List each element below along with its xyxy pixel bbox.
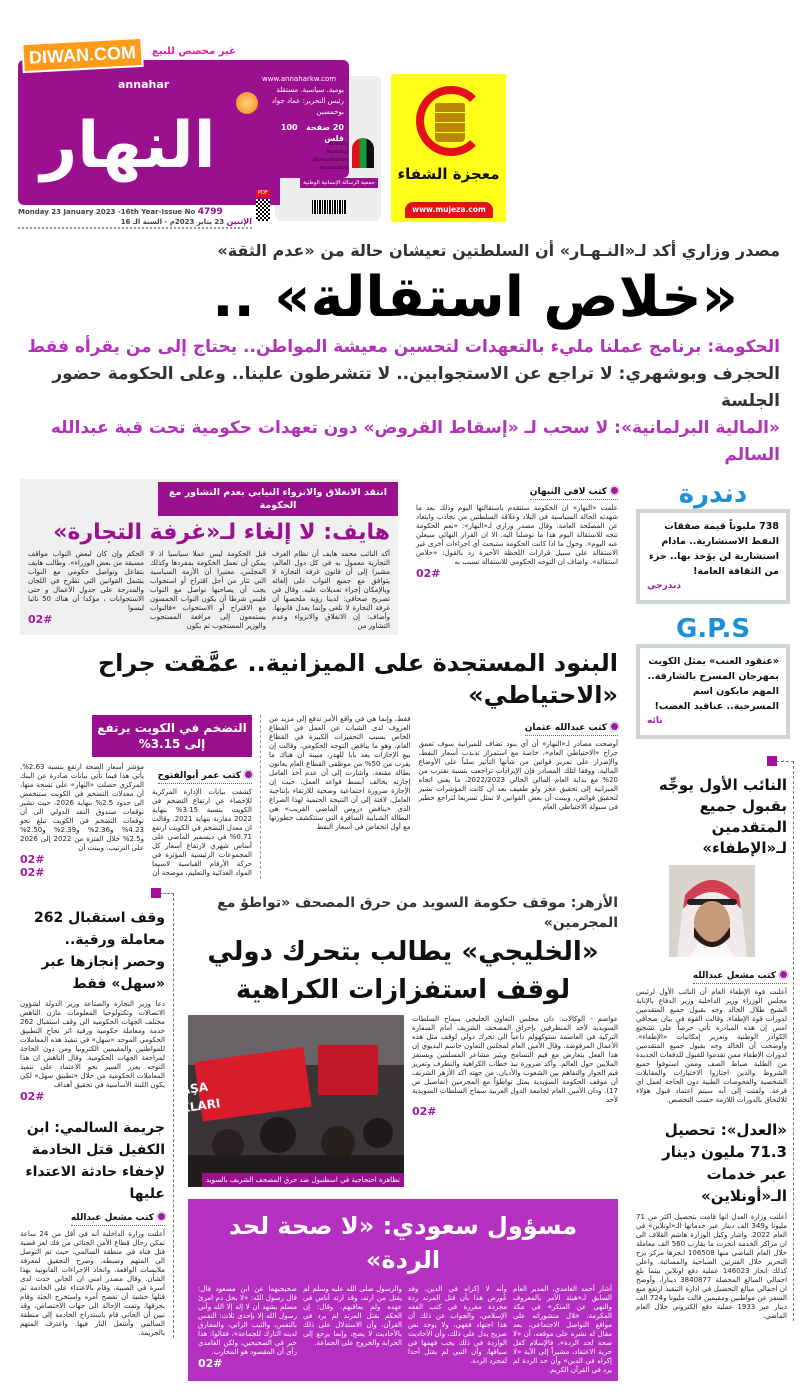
row-lead-chamber xyxy=(20,479,618,635)
day-arabic: الإثنين xyxy=(226,217,252,226)
lead-sub-3: «المالية البرلمانية»: لا سحب لـ «إسقاط القروض» دون تعهدات حكومية تحت قبة عبدالله السالم xyxy=(50,418,780,465)
lead-sub-1: الحكومة: برنامج عملنا مليء بالتعهدات لتحسين معيشة المواطن.. يحتاج إلى من يقرأه فقط xyxy=(27,337,780,357)
budget-headline[interactable]: البنود المستجدة على الميزانية.. عمَّقت جراح «الاحتياطي» xyxy=(97,649,618,709)
barcode xyxy=(312,200,346,214)
gps-box xyxy=(636,644,790,739)
azhar-more[interactable]: 02# xyxy=(412,1105,437,1118)
date-arabic: 23 يناير 2023م - السنة الـ 16 xyxy=(120,218,225,226)
saudi-col-4: صحيحيهما عن ابن مسعود قال: قال رسول الله: «لا يحل دم امرئ مسلم يشهد أن لا إله إلا الله وأني رسول الله إلا بإحدى ثلاث: النفس بالنفس، والثيب الزاني، والمفارق لدينه التارك للجماعة»، فقالوا: هذا خبر في الصحيحين، ولكن الغامدي رأى أن المقصود هو المحارب. xyxy=(198,1285,297,1356)
association-name-en: Alreada National Humanitarian Association xyxy=(312,141,348,171)
right-frame-top xyxy=(776,761,794,762)
masthead xyxy=(0,0,800,232)
chamber-col-1: أكد النائب محمد هايف أن نظام الغرف التجارية معمول به في كل دول العالم، مشيرا إلى أن قانون غرفة التجارة لا يتوافق مع جميع النواب على إلغائه وبالإمكان إجراء تعديلات عليه. وقال في تصريح صحافي: لدينا رؤية ملخصها أن غرفة التجارة لا تلغى وإنما يعدل قانونها. وأضاف: إن الانغلاق والانزواء وعدم التشاور من xyxy=(272,550,390,630)
dandara-text: 738 مليوناً قيمة صفقات النفط الاستشارية.. مادام استشارية لن يؤخذ بها.. جزء من الثقافة العامة! xyxy=(649,521,779,577)
portrait-image xyxy=(669,865,755,957)
justice-headline[interactable]: «العدل»: تحصيل 71.3 مليون دينار عبر خدمات الـ«أونلاين» xyxy=(662,1121,787,1205)
bullet-icon xyxy=(611,723,618,730)
gps-title: G.P.S xyxy=(675,614,751,644)
azhar-headline[interactable]: «الخليجي» يطالب بتحرك دولي لوقف استفزازات الكراهية xyxy=(207,937,599,1005)
bullet-icon xyxy=(611,487,618,494)
right-column xyxy=(636,479,790,1321)
purple-square-icon xyxy=(767,756,777,766)
dandara-title: دندرة xyxy=(678,479,748,509)
dandara-box xyxy=(636,509,790,604)
inflation-more[interactable]: 02# xyxy=(20,866,45,879)
svg-text:OCAKLARI: OCAKLARI xyxy=(151,1096,222,1120)
inflation-band: التضخم في الكويت يرتفع إلى 3.15% xyxy=(92,715,252,757)
lead-sub-2: الحجرف وبوشهري: لا تراجع عن الاستجوابين.. لا تتشرطون علينا.. وعلى الحكومة حضور الجلسة xyxy=(52,364,780,411)
lead-body xyxy=(416,479,618,580)
sahel-more[interactable]: 02# xyxy=(20,1090,45,1103)
azhar-photo xyxy=(151,1015,404,1187)
saudi-col-1: أشار أحمد الغامدي، المدير العام السابق لـ«هيئة الأمر بالمعروف والنهي عن المنكر» في مكة المكرمة، خلال منشوراته على مواقع التواصل الاجتماعي، بعد مقال له نشره على موقعه، أن «لا صحة لحد الردة»، فالإسلام كفل حرية الاعتقاد، مشيراً إلى الآية «لا إكراه في الدين» وأن حد الردة لم يرد في القرآن الكريم. xyxy=(513,1285,612,1374)
column-divider xyxy=(260,715,261,879)
purple-square-icon xyxy=(151,888,161,898)
bullet-icon xyxy=(245,771,252,778)
chamber-band: انتقد الانغلاق والانزواء النيابي بعدم التشاور مع الحكومة xyxy=(158,482,398,516)
crime-byline xyxy=(71,1213,165,1226)
inflation-col-1 xyxy=(152,763,252,878)
azhar-kicker: الأزهر: موقف حكومة السويد من حرق المصحف «تواطؤ مع المجرمين» xyxy=(217,895,618,931)
not-for-sale: غير مخصص للبيع xyxy=(152,46,236,57)
gps-signature: تائه xyxy=(647,716,663,726)
left-frame-top xyxy=(159,893,174,894)
crime-headline[interactable]: جريمة السالمي: ابن الكفيل قتل الخادمة لإخفاء حادثة الاعتداء عليها xyxy=(25,1120,165,1202)
sun-logo-icon xyxy=(236,92,258,114)
budget-col-2: فقط، وإنما هي في واقع الأمر تدفع إلى مزيد من العزوف لدى الشباب عن العمل في القطاع الخاص بسبب التحفيزات الكبيرة في القطاع العام، وهو ما يناقض التوجه الحكومي. وقالت إن بيع الإجازات يعد بابا للهدر، مبينة أن هناك ما يقرب من 50% من موظفي القطاع العام يعانون بطالة مقنعة. وأشارت إلى أن عدم أخذ العامل إجازته يخالف أبسط قواعد العمل، حيث إن الإجازة ضرورة اجتماعية وصحية للارتقاء بإنتاجية العامل، لافتة إلى أن النتيجة الحتمية لهذا الصراع الذي «يناقض دروس الماضي القريب» هي البطالة الشبابية السافرة التي ستتكشف خطورتها مع أول انخفاض في أسعار النفط xyxy=(269,715,411,831)
byline-text: كتب مشعل عبدالله xyxy=(70,1213,154,1223)
ad-brand: معجزة الشفاء xyxy=(397,165,500,183)
issue-number: 4799 xyxy=(197,207,223,217)
lead-headline[interactable]: «خلاص استقالة» .. xyxy=(212,265,738,330)
protest-image xyxy=(151,1015,404,1187)
saudi-more[interactable]: 02# xyxy=(198,1357,223,1370)
date-english: Monday 23 January 2023 -16th Year-Issue No xyxy=(18,208,196,216)
ad-url[interactable]: www.mujeza.com xyxy=(405,202,493,218)
sahel-body: دعا وزير التجارة والصناعة وزير الدولة لشؤون الاتصالات وتكنولوجيا المعلومات مازن الناهض مختلف الجهات الحكومية الى وقف استقبال 262 خدمة ومعاملة حكومية ورقية اثر نجاح التطبيق الحكومي الموحد «سهل» في تنفيذ هذه المعاملات للمواطنين والمقيمين الكترونيا ومن دون الحاجة لمراجعة الجهات الحكومية. وقال الناهض ان هذا التوجه يعزز السير نحو الاعتماد على تنفيذ المعاملات الحكومية من خلال «تطبيق سهل» لكي يكون اللبنة الأساسية في تحقيق أهداف xyxy=(20,1000,165,1089)
chamber-col-2: قبل الحكومة ليس عملا سياسيا اذ لا يمكن أن تعمل الحكومة بمفردها وكذلك المجلس، معتبرا أن الأزمة السياسية التي تثار من أجل اقتراح أو استجواب يجب أن يصاحبها تواصل مع النواب فليس شرطا أن يكون النواب الخمسون مع الاقتراح أو الاستجواب «فالنواب يستمعون إلى مرافعة المستجوب والوزير المستجوب ثم يكون xyxy=(150,550,266,630)
byline-text: كتب عبدالله عثمان xyxy=(524,723,607,733)
right-sidebar-frame xyxy=(636,761,794,1321)
lead-byline xyxy=(530,487,618,500)
left-sidebar-frame xyxy=(20,893,174,1338)
pages: 20 صفحة xyxy=(305,123,344,132)
saudi-story xyxy=(188,1199,618,1381)
azhar-body: عواصم - الوكالات: دان مجلس التعاون الخليجي سماح السلطات السويدية لأحد المتطرفين بإحراق المصحف الشريف أمام السفارة التركية في العاصمة ستوكهولم داعياً الى تحرك دولي لوقف مثل هذه الأعمال المرفوضة. وقال الأمين العام لمجلس التعاون جاسم البديوي إن هذا الفعل يتعارض مع قيم التسامح ويثير مشاعر المسلمين ويستفز الملايين حول العالم. وأكد ضرورة نبذ خطاب الكراهية والتطرف وتعزيز قيم الحوار والتفاهم بين الشعوب والأديان. من جهته أكد الأزهر الشريف أن موقف الحكومة السويدية يمثل تواطؤاً مع المجرمين (تفاصيل ص 17). ودان الأمين العام لجامعة الدول العربية سماح السلطات السويدية لأحد xyxy=(412,1015,618,1104)
inflation-byline xyxy=(158,771,252,784)
association-flag-icon xyxy=(352,138,374,168)
lead-body-text: علمت «النهار» ان الحكومة ستتقدم باستقالتها اليوم وذلك بعد ما شهدته الحالة السياسية في البلاد وعلاقة السلطتين من تجاذب وابتعاد عن المصلحة العامة. وقال مصدر وزاري لـ«النهار»: «نعم الحكومة تتجه للاستقالة اليوم هذا ما توصلنا اليه. الا ان القرار النهائي سيعلن عنه اليوم». وحول ما اذا كانت الحكومة ستبحث أي اجراءات أخرى غير الاستقالة على سبيل قرارات اللحظة الأخيرة رد بالقول: «خلاص استقالة». واضاف ان التوجه الحكومي للاستقالة تسبب به xyxy=(416,504,618,566)
bullet-icon xyxy=(158,1213,165,1220)
price: 100 فلس xyxy=(280,123,344,143)
budget-byline xyxy=(525,723,618,736)
website[interactable]: www.annaharkw.com xyxy=(262,75,337,83)
photo-caption: تظاهرة احتجاجية في اسطنبول ضد حرق المصحف الشريف بالسويد xyxy=(202,1173,404,1187)
fire-headline[interactable]: النائب الأول يوجِّه بقبول جميع المتقدمين لـ«الإطفاء» xyxy=(658,776,787,857)
lead-kicker: مصدر وزاري أكد لـ«النـهـار» أن السلطتين تعيشان حالة من «عدم الثقة» xyxy=(217,241,780,260)
fire-body-text: أعلنت قوة الإطفاء العام أن النائب الأول لرئيس مجلس الوزراء وزير الداخلية وزير الدفاع بالإنابة الشيخ طلال الخالد وجه بقبول جميع المتقدمين لدورات قوة الإطفاء. وقالت القوة في بيان صحافي امس إن هذه المبادرة تأتي حرصاً على تشجيع الكوادر الوطنية وتعزيز إمكانيات «الإطفاء». وأوضحت أن الخالد وجه بقبول جميع المتقدمين لدورات الإطفاء ممن تقدموا للقبول للدفعات الجديدة من الطلبة ضباط الصف وممن استوفوا جميع الشروط والذين اجتازوا الاختبارات والمقابلات الشخصية والفحوصات الطبية دون الحاجة لعمل اي قرعة. ولفتت إلى أنه سيتم اعتماد قبول هؤلاء للالتحاق بالدورات اللازمة حسب التخصص. xyxy=(636,988,787,1104)
pdf-badge[interactable]: PDF xyxy=(258,190,268,196)
inflation-col-1-text: كشفت بيانات الإدارة المركزية للإحصاء عن ارتفاع التضخم في الكويت بنسبة 3.15% بنهاية 2022 مقارنة بنهاية 2021. وقالت ان معدل التضخم في الكويت ارتفع 0.71% في ديسمبر الماضي على أساس شهري لارتفاع أسعار كل المجموعات الرئيسية المؤثرة في حركة الأرقام القياسية لاسيما المواد الغذائية والتعليم، موضحة أن xyxy=(152,788,252,877)
association-name-ar: جمعية الرسالة الإنسانية الوطنية xyxy=(300,178,378,188)
saudi-headline[interactable]: مسؤول سعودي: «لا صحة لحد الردة» xyxy=(228,1212,578,1274)
row-budget xyxy=(20,715,618,879)
chamber-headline[interactable]: هايف: لا إلغاء لـ«غرفة التجارة» xyxy=(53,520,390,545)
inflation-col-2: مؤشر أسعار الصحة ارتفع بنسبة 2.63%. يأتي هذا فيما تأتي بيانات صادرة عن البنك المركزي حصلت «النهار» على نسخة منها، أن معدلات التضخم في الكويت ستنخفض الى حدود 2.5% بنهاية 2026، حيث تشير توقعات صندوق النقد الدولي الى أن توقعات التضخم في الكويت تبلغ نحو 4.23% و2.36% و2.39% و2.50% و2.5% خلال الفترة من 2022 إلى 2026 على الترتيب. وبينت أن xyxy=(20,763,145,852)
byline-text: كتب لافي النبهان xyxy=(529,487,607,497)
honeycomb-icon xyxy=(435,102,465,142)
fire-photo xyxy=(669,865,755,957)
lead xyxy=(20,240,780,469)
diwan-logo[interactable]: DIWAN.COM xyxy=(21,37,143,73)
chamber-col-3: الحكم وإن كان لبعض النواب مواقف مسبقة من بعض الوزراء». وطالب هايف بتفاعل وتواصل حكومي مع النواب يشمل القوانين التي تطرح في اللجان والمدرجة على جدول الأعمال و حتى الاستجوابات ، مؤكدا أن هناك 50 نائبا ليسوا xyxy=(28,550,144,612)
crime-body-text: أعلنت وزارة الداخلية أنه في أقل من 24 ساعة تمكن رجال قطاع الأمن الجنائي من فك لغز قضية قتل فتاة في منطقة السالمي، حيث تم التوصل الى المتهم وضبطه. وصرح التحقيق لمعرفة ملابسات الواقعة، واتخاذ الإجراءات القانونية بهذا الشأن. وقال مصدر امني ان الجاني حدث لدى أسرة في الصبية، وقام بالاعتداء على الخادمة ثم قتلها خشية أن تفضح أمره واستخرج الجثة وقام بحرقها، وتمت الإحالة الى جهات الاختصاص، وقد تبين أن الجاني قام باستدراج الخادمة إلى منطقة السالمي وأشعل النار فيها. واعترف المتهم بالجريمة. xyxy=(20,1230,165,1337)
mujeza-ad[interactable] xyxy=(391,74,506,222)
row-bottom xyxy=(20,893,618,1381)
chamber-more[interactable]: 02# xyxy=(28,613,53,626)
center-column xyxy=(151,893,618,1381)
byline-text: كتب عمر أبوالفتوح xyxy=(157,771,241,781)
justice-body: أعلنت وزارة العدل انها قامت بتحصيل اكثر من 71 مليونا و349 الف دينار عبر خدماتها الـ«اونلاين» في العام 2022. واشار وكيل الوزارة هاشم القلاف الى ان مراكز الخدمة انجزت ما يقارب 560 الف معاملة خلال العام الماضي منها 106508 انجزها مركز برج التحرير خلال الفترتين الصباحية والمسائية. واعلن كذلك انجاز 146023 عملية دفع اونلاين بينما بلغ اجمالي المبالغ المحصلة 3840877 دينارا، وأوضح ان اجمالي مبالغ التحصيل في ادارة التنفيذ ارتفع منع السفر عن مواطنين ومقيمين قالت مليونا و724 الف دينار عبر 1933 عملية دفع الكتروني خلال العام الماضي. xyxy=(636,1213,788,1320)
lower-section xyxy=(0,479,800,1381)
tagline: يومية. سياسية. مستقلة xyxy=(276,86,344,94)
chamber-story xyxy=(20,479,398,635)
saudi-col-3: والرسول صلى الله عليه وسلم لم يقتل من ارتد، وقد ارتد أناس في عهده ولم يعاقبهم. وقال: إن الحكم بقتل المرتد لم يرد في القرآن، وأن الاستدلال على ذلك بالأحاديث لا يصح، وإنما يرجع إلى الحرابة والخروج على الجماعة. xyxy=(303,1285,402,1347)
inflation-story xyxy=(20,715,252,879)
bullet-icon xyxy=(780,971,787,978)
fire-byline xyxy=(693,971,787,984)
budget-col-1 xyxy=(419,715,618,812)
qr-code[interactable] xyxy=(256,199,270,221)
masthead-info xyxy=(262,74,344,144)
saudi-col-2: وأنه لا إكراه في الدين، وقد عُورض هذا بأن قتل المرتد ردة مجردة مقررة في كتب الفقه الإسلامي، والجواب عن ذلك أن هذا اجتهاد فقهي، ولا يوجد نص صريح يدل على ذلك، وأن الأحاديث الواردة في ذلك يجب فهمها في سياقها، وأن النبي لم يقتل أحدا لمجرد الردة. xyxy=(408,1285,507,1365)
svg-text:AMPAŞA: AMPAŞA xyxy=(151,1079,209,1102)
gps-text: «عنقود العنب» يمثل الكويت بمهرجان المسرح بالشارقة.. المهم مايكون اسم المسرحية.. عناقيد الغضب! xyxy=(647,656,779,712)
dandara-signature: دندرجي xyxy=(647,581,681,591)
title-english: annahar xyxy=(118,78,170,91)
budget-col-1-text: أوضحت مصادر لـ«النهار» أن أي بنود تضاف للميزانية سوف تعمق جراح «الاحتياطي العام»، خاصة مع استمرار تذبذب أسعار النفط، والإصرار على تمرير قوانين من شأنها التأثير سلباً على الأوضاع المالية. ووفقا لتلك المصادر فإن الإيرادات تراجعت بنسبة تقترب من 20% مع بداية العام المالي الحالي 2022/2023، ما يعني اتجاه الميزانية إلى تحقيق عجز ولو طفيف بعد أن كانت المؤشرات تشير لتحقيق فوائض، وبينت أن بعض القوانين لا تمثل تسريعا لتراجع خطير في سيولة الاحتياطي العام xyxy=(418,740,618,811)
budget-more[interactable]: 02# xyxy=(20,853,45,866)
date-line xyxy=(18,207,252,229)
sahel-headline[interactable]: وقف استقبال 262 معاملة ورقية.. وحصر إنجازها عبر «سهل» فقط xyxy=(33,910,165,992)
title-arabic: النهار xyxy=(40,109,216,183)
editor: رئيس التحرير: عماد جواد بوخمسين xyxy=(271,97,344,116)
byline-text: كتب مشعل عبدالله xyxy=(692,971,776,981)
lead-more[interactable]: 02# xyxy=(416,567,441,580)
main-column xyxy=(20,479,618,1381)
